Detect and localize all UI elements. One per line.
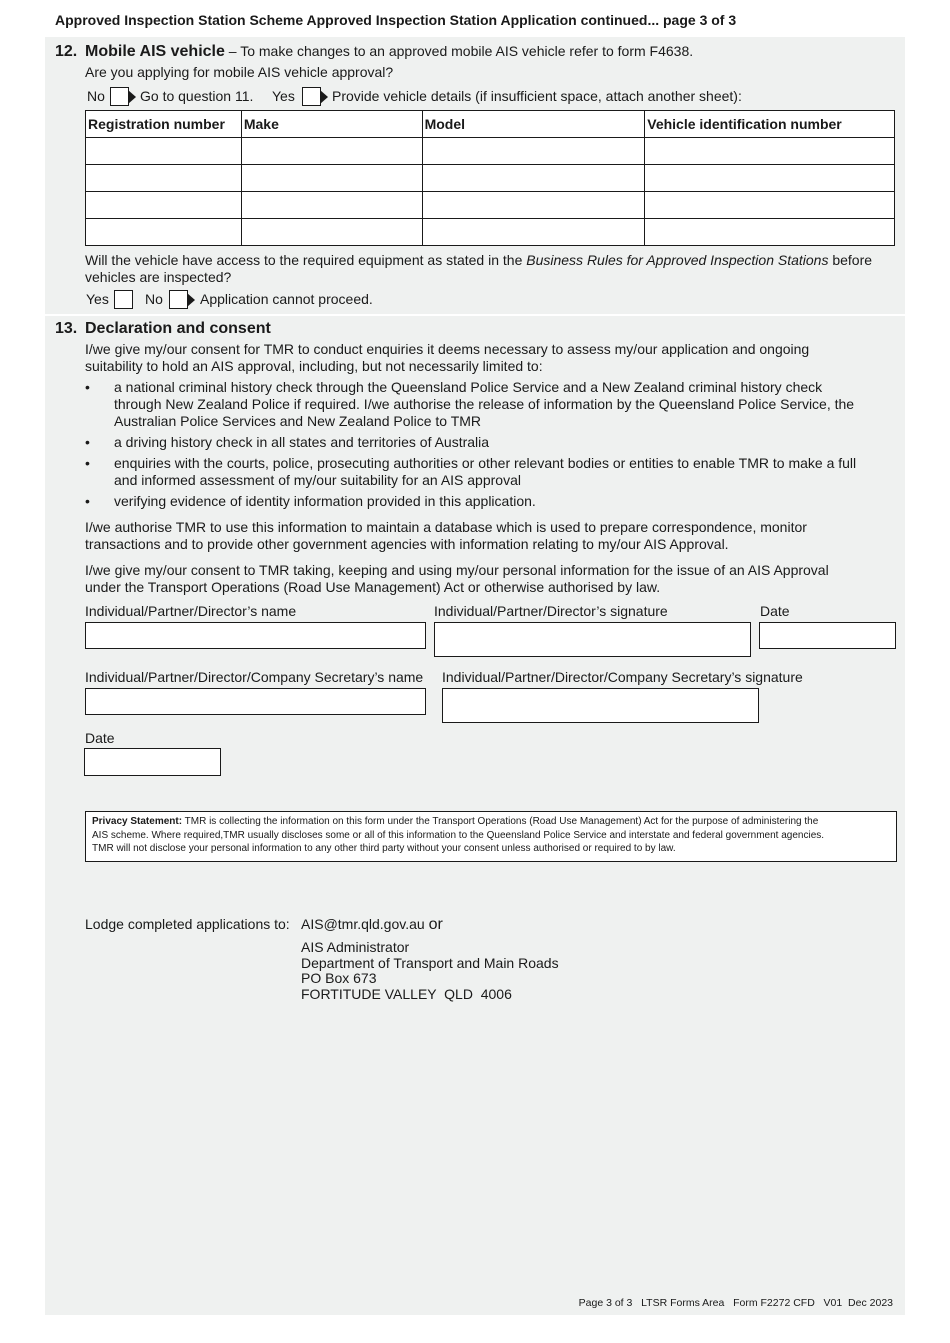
secretary-name-field[interactable] (85, 688, 426, 715)
address-line: FORTITUDE VALLEY QLD 4006 (301, 985, 512, 1002)
date1-label: Date (760, 603, 790, 619)
director-signature-field[interactable] (434, 622, 751, 657)
signature2-label: Individual/Partner/Director/Company Secretary’s signature (442, 669, 803, 685)
secretary-date-field[interactable] (84, 748, 221, 776)
list-item-text: and informed assessment of my/our suitability for an AIS approval (114, 472, 521, 488)
page-header: Approved Inspection Station Scheme Approved Inspection Station Application continued... page 3 of 3 (55, 12, 737, 28)
authorisation-line2: transactions and to provide other government agencies with information relating to my/our AIS Approval. (85, 536, 729, 552)
registration-cell[interactable] (86, 138, 242, 165)
date2-label: Date (85, 730, 115, 746)
list-item-text: Australian Police Services and New Zealand Police to TMR (114, 413, 482, 429)
make-cell[interactable] (241, 192, 422, 219)
table-row (86, 192, 895, 219)
name1-label: Individual/Partner/Director’s name (85, 603, 297, 619)
equipment-question-text: Will the vehicle have access to the required equipment as stated in the (85, 252, 527, 268)
director-date-field[interactable] (759, 622, 896, 649)
mobile-no-label: No (87, 88, 105, 104)
address-line: PO Box 673 (301, 970, 377, 986)
consent-line1: I/we give my/our consent to TMR taking, keeping and using my/our personal information for the issue of an AIS Approval (85, 562, 829, 578)
make-cell[interactable] (241, 219, 422, 246)
address-line: Department of Transport and Main Roads (301, 954, 559, 971)
name2-label: Individual/Partner/Director/Company Secretary’s name (85, 669, 424, 685)
column-header-make: Make (241, 111, 422, 138)
consent-intro-line2: suitability to hold an AIS approval, including, but not necessarily limited to: (85, 358, 543, 374)
equipment-no-label: No (145, 291, 163, 307)
vin-cell[interactable] (645, 138, 895, 165)
make-cell[interactable] (241, 165, 422, 192)
equipment-yes-checkbox[interactable] (114, 290, 133, 309)
equipment-yes-label: Yes (86, 291, 109, 307)
model-cell[interactable] (422, 138, 645, 165)
question-12-number: 12. (55, 43, 78, 60)
mobile-yes-label: Yes (272, 88, 295, 104)
equipment-no-checkbox[interactable] (169, 290, 188, 309)
business-rules-title: Business Rules for Approved Inspection Stations (526, 252, 829, 268)
lodge-email-line (301, 916, 443, 934)
mobile-no-checkbox[interactable] (110, 87, 129, 106)
registration-cell[interactable] (86, 192, 242, 219)
table-row (86, 138, 895, 165)
bullet-icon: • (85, 434, 90, 450)
mobile-yes-checkbox[interactable] (302, 87, 321, 106)
list-item-text: a driving history check in all states and territories of Australia (114, 434, 490, 450)
question-12-prompt: Are you applying for mobile AIS vehicle approval? (85, 64, 394, 80)
table-row (86, 219, 895, 246)
authorisation-line1: I/we authorise TMR to use this information to maintain a database which is used to prepare correspondence, monitor (85, 519, 807, 535)
lodge-or: or (428, 916, 443, 933)
list-item-text: through New Zealand Police if required. I/we authorise the release of information by the Queensland Police Service, the (114, 396, 855, 412)
privacy-statement (85, 811, 897, 862)
vin-cell[interactable] (645, 192, 895, 219)
table-row (86, 165, 895, 192)
consent-statement (85, 562, 895, 596)
director-name-field[interactable] (85, 622, 426, 649)
equipment-no-action: Application cannot proceed. (200, 291, 373, 307)
question-12-heading (85, 43, 693, 61)
signature1-label: Individual/Partner/Director’s signature (434, 603, 668, 619)
question-13-title: Declaration and consent (85, 320, 271, 337)
list-item-text: a national criminal history check through the Queensland Police Service and a New Zealand criminal history check (114, 379, 823, 395)
column-header-model: Model (422, 111, 645, 138)
model-cell[interactable] (422, 192, 645, 219)
privacy-line3: TMR will not disclose your personal information to any other third party without your consent unless authorised or required to by law. (92, 843, 676, 854)
model-cell[interactable] (422, 165, 645, 192)
page-footer: Page 3 of 3 LTSR Forms Area Form F2272 CFD V01 Dec 2023 (578, 1297, 893, 1309)
consent-intro-line1: I/we give my/our consent for TMR to conduct enquiries it deems necessary to assess my/our application and ongoing (85, 341, 810, 357)
registration-cell[interactable] (86, 219, 242, 246)
address-line: AIS Administrator (301, 939, 410, 955)
question-12-title: Mobile AIS vehicle (85, 43, 225, 60)
table-header-row (86, 111, 895, 138)
model-cell[interactable] (422, 219, 645, 246)
bullet-icon: • (85, 493, 90, 509)
privacy-line2: AIS scheme. Where required,TMR usually discloses some or all of this information to the Queensland Police Service and interstate and federal government agencies. (92, 829, 825, 841)
equipment-question-text-end: before (828, 252, 873, 268)
mobile-yes-action: Provide vehicle details (if insufficient space, attach another sheet): (332, 88, 742, 104)
column-header-vin: Vehicle identification number (645, 111, 895, 138)
registration-cell[interactable] (86, 165, 242, 192)
bullet-icon: • (85, 379, 90, 395)
list-item-text: verifying evidence of identity information provided in this application. (114, 493, 536, 509)
secretary-signature-field[interactable] (442, 688, 759, 723)
authorisation-statement (85, 519, 895, 553)
question-13-number: 13. (55, 320, 78, 337)
equipment-question (85, 252, 895, 286)
vin-cell[interactable] (645, 165, 895, 192)
equipment-question-line2: vehicles are inspected? (85, 269, 232, 285)
privacy-line1: TMR is collecting the information on this form under the Transport Operations (Road Use Management) Act for the purpose of administering the (182, 816, 819, 827)
mobile-no-action: Go to question 11. (140, 88, 254, 104)
consent-intro (85, 341, 895, 375)
column-header-registration: Registration number (86, 111, 242, 138)
list-item-text: enquiries with the courts, police, prosecuting authorities or other relevant bodies or entities to enable TMR to make a full (114, 455, 857, 471)
section-divider (45, 314, 905, 316)
vin-cell[interactable] (645, 219, 895, 246)
lodge-email-link[interactable]: AIS@tmr.qld.gov.au (301, 916, 425, 932)
privacy-heading: Privacy Statement: (92, 816, 183, 827)
lodge-label: Lodge completed applications to: (85, 916, 290, 932)
bullet-icon: • (85, 455, 90, 471)
postal-address (301, 940, 559, 1002)
question-12-title-note: – To make changes to an approved mobile AIS vehicle refer to form F4638. (224, 43, 694, 59)
consent-line2: under the Transport Operations (Road Use Management) Act or otherwise authorised by law. (85, 579, 661, 595)
vehicle-details-table (85, 110, 895, 246)
make-cell[interactable] (241, 138, 422, 165)
